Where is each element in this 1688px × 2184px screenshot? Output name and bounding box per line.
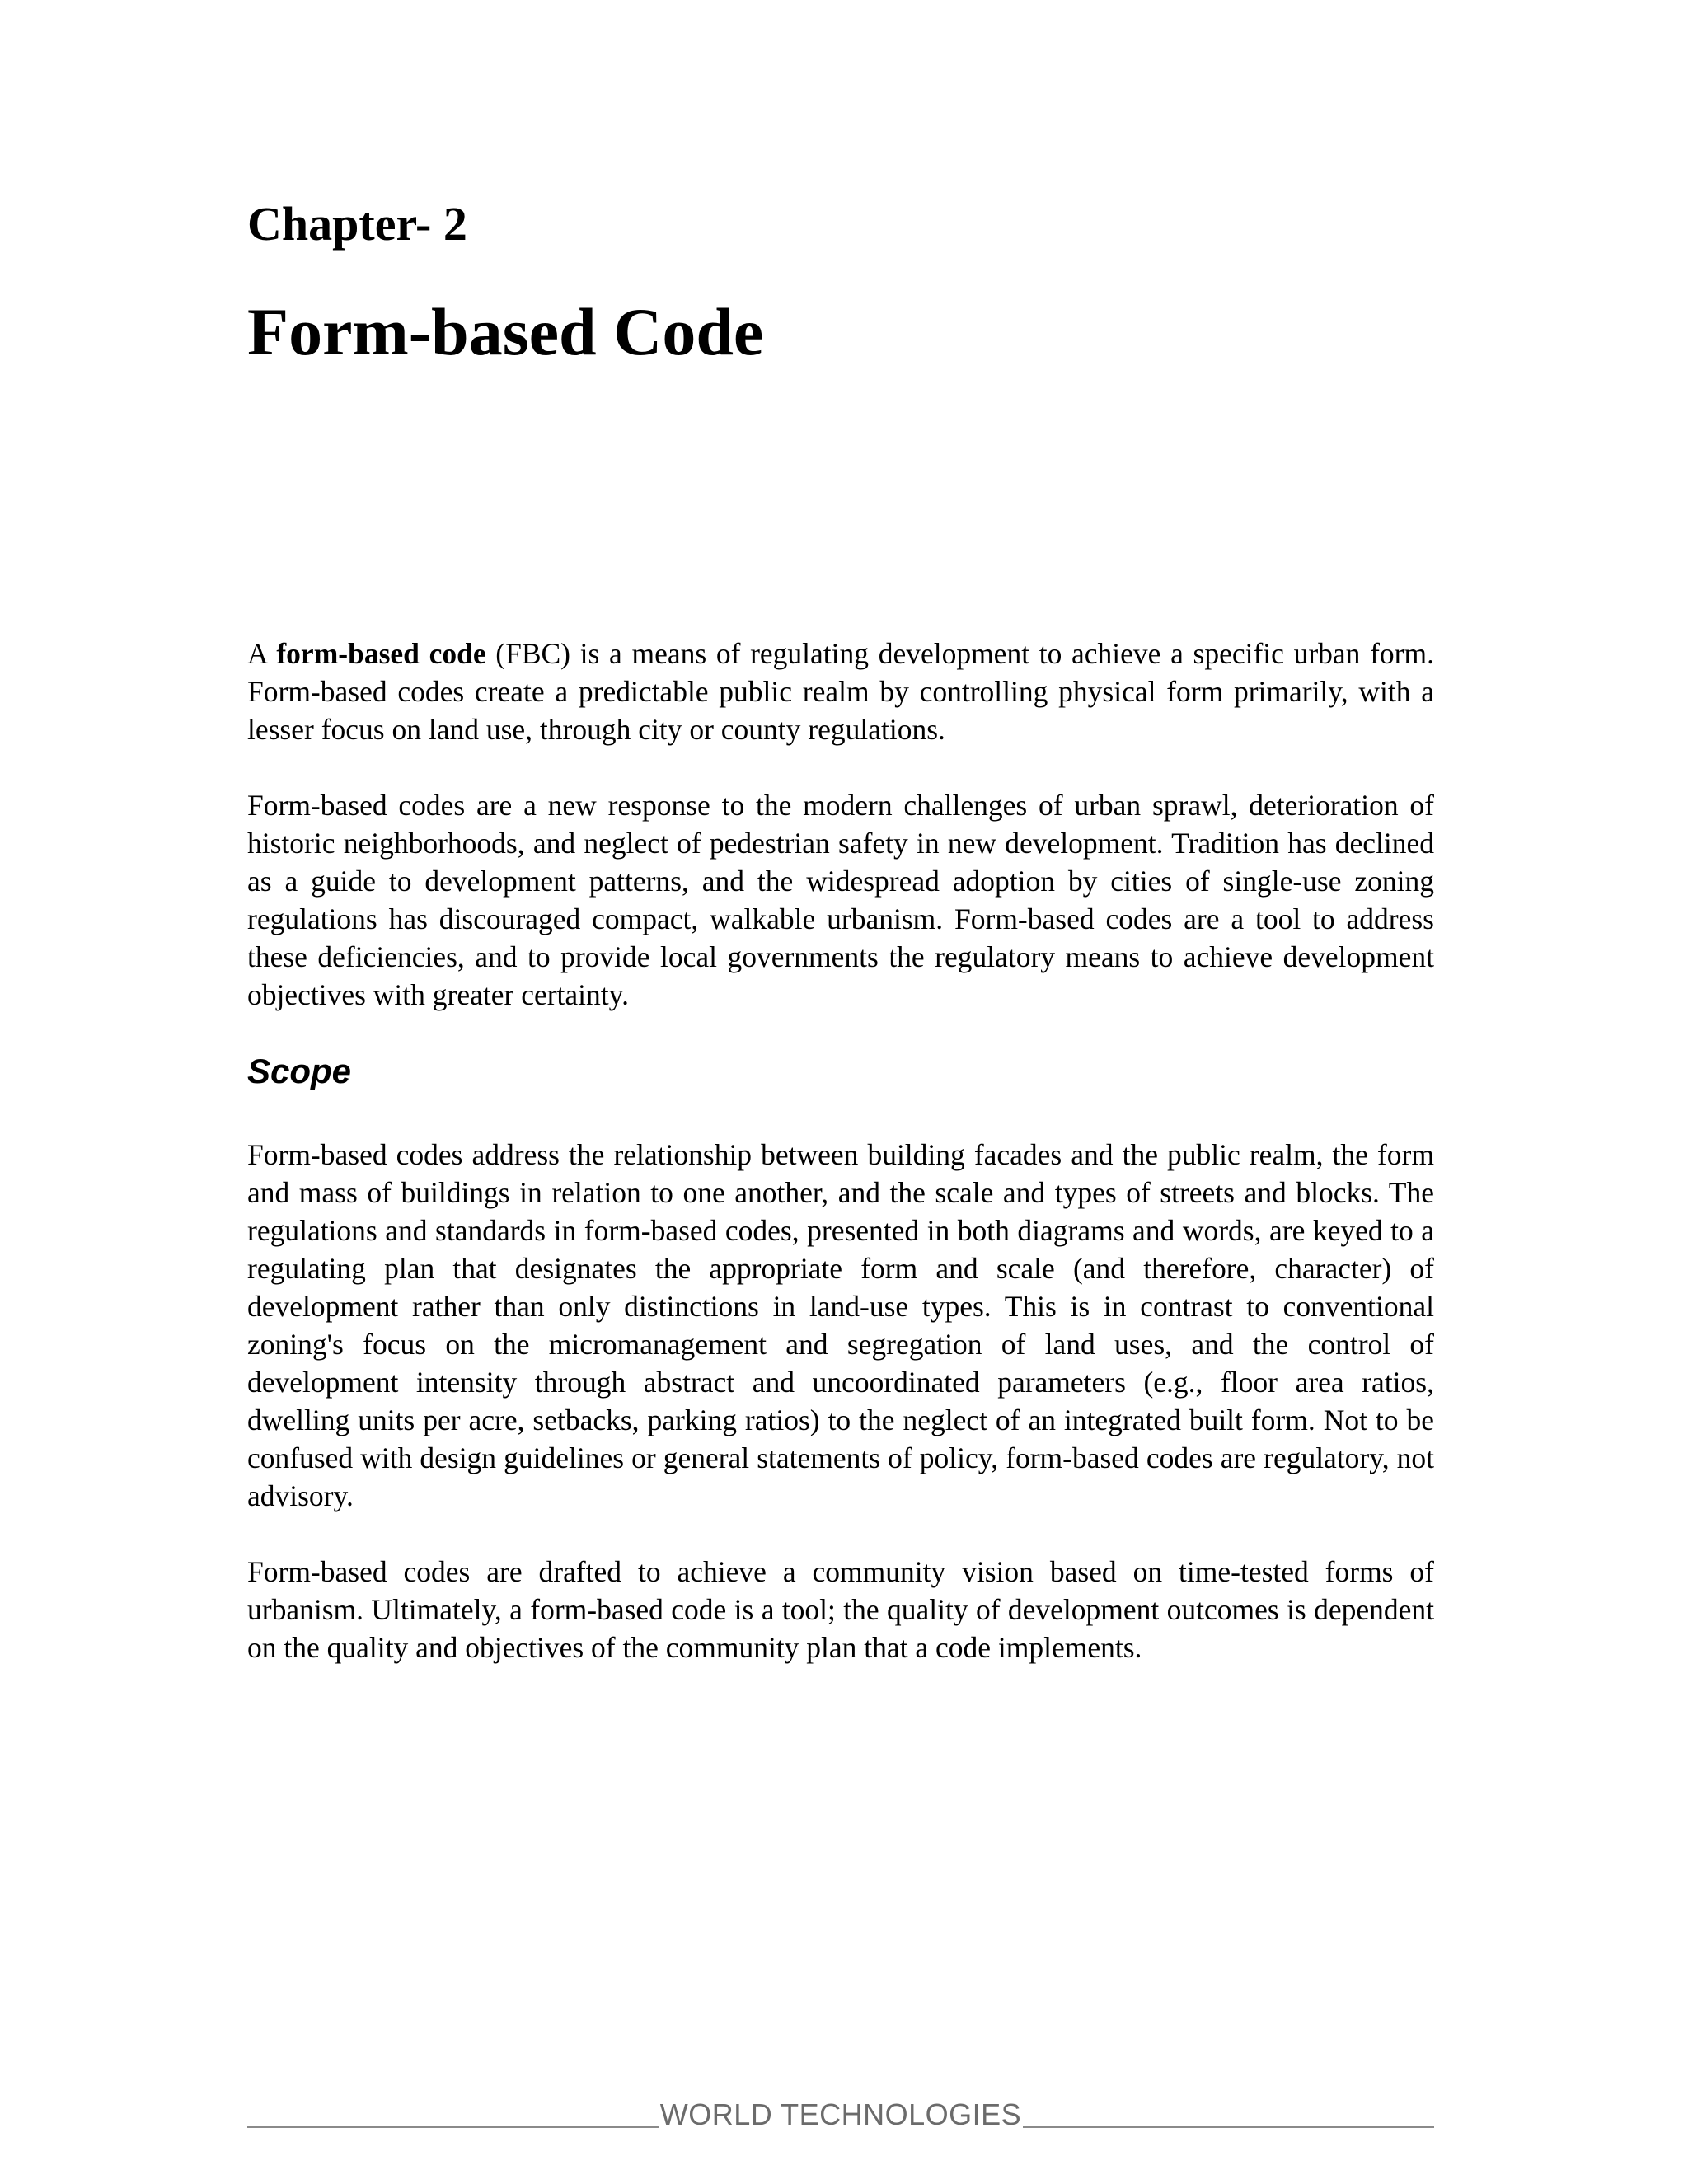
footer-rule-right — [1023, 2126, 1434, 2128]
chapter-title: Form-based Code — [247, 294, 764, 369]
page-footer — [247, 2097, 1434, 2131]
section-heading-scope: Scope — [247, 1052, 352, 1090]
intro-lead: A — [247, 637, 277, 670]
chapter-label: Chapter- 2 — [247, 197, 467, 251]
footer-publisher: WORLD TECHNOLOGIES — [659, 2097, 1022, 2131]
intro-paragraph-1 — [247, 635, 1434, 748]
intro-paragraph-2: Form-based codes are a new response to the modern challenges of urban sprawl, deterioration of historic neighborhoods, and neglect of pedestrian safety in new development. Tradition has declined as a guide to development patterns, and the widespread adoption by cities of single-use zoning regulations has discouraged compact, walkable urbanism. Form-based codes are a tool to address these deficiencies, and to provide local governments the regulatory means to achieve development objectives with greater certainty. — [247, 789, 1434, 1011]
intro-section — [247, 635, 1434, 1014]
scope-section — [247, 1136, 1434, 1666]
defined-term: form-based code — [276, 637, 486, 670]
scope-paragraph-1: Form-based codes address the relationship between building facades and the public realm, the form and mass of buildings in relation to one another, and the scale and types of streets and blocks. The regulations and standards in form-based codes, presented in both diagrams and words, are keyed to a regulating plan that designates the appropriate form and scale (and therefore, character) of development rather than only distinctions in land-use types. This is in contrast to conventional zoning's focus on the micromanagement and segregation of land uses, and the control of development intensity through abstract and uncoordinated parameters (e.g., floor area ratios, dwelling units per acre, setbacks, parking ratios) to the neglect of an integrated built form. Not to be confused with design guidelines or general statements of policy, form-based codes are regulatory, not advisory. — [247, 1138, 1434, 1512]
footer-rule-left — [247, 2126, 659, 2128]
intro-paragraph-1-text: (FBC) is a means of regulating development to achieve a specific urban form. Form-based codes create a predictable public realm by controlling physical form primarily, with a lesser focus on land use, through city or county regulations. — [247, 637, 1434, 746]
scope-paragraph-2: Form-based codes are drafted to achieve a community vision based on time-tested forms of urbanism. Ultimately, a form-based code is a tool; the quality of development outcomes is dependent on the quality and objectives of the community plan that a code implements. — [247, 1555, 1434, 1664]
